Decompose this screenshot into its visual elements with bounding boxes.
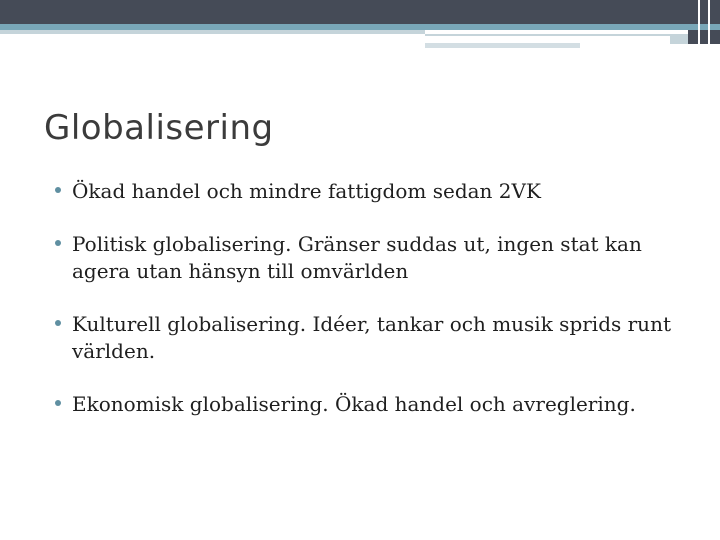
header-bar-light xyxy=(425,43,580,48)
bullet-text: Ekonomisk globalisering. Ökad handel och avreglering. xyxy=(72,392,636,416)
header-bar-dark xyxy=(0,0,720,24)
header-bar-light xyxy=(425,34,670,36)
header-bar-divider xyxy=(698,0,700,48)
bullet-marker-icon xyxy=(55,187,61,193)
bullet-text: Politisk globalisering. Gränser suddas ut, ingen stat kan agera utan hänsyn till omvärlden xyxy=(72,232,642,283)
slide-title: Globalisering xyxy=(44,108,274,148)
header-bar-dark-right xyxy=(688,0,720,44)
bullet-item xyxy=(55,231,695,285)
bullet-list xyxy=(55,178,695,418)
bullet-text: Kulturell globalisering. Idéer, tankar och musik sprids runt världen. xyxy=(72,312,671,363)
bullet-marker-icon xyxy=(55,240,61,246)
header-bar-light xyxy=(0,30,425,34)
bullet-item xyxy=(55,391,695,418)
header-bar-light xyxy=(670,34,688,44)
bullet-text: Ökad handel och mindre fattigdom sedan 2VK xyxy=(72,179,541,203)
bullet-marker-icon xyxy=(55,400,61,406)
header-bar-divider xyxy=(708,0,710,48)
bullet-item xyxy=(55,178,695,205)
bullet-marker-icon xyxy=(55,320,61,326)
bullet-item xyxy=(55,311,695,365)
